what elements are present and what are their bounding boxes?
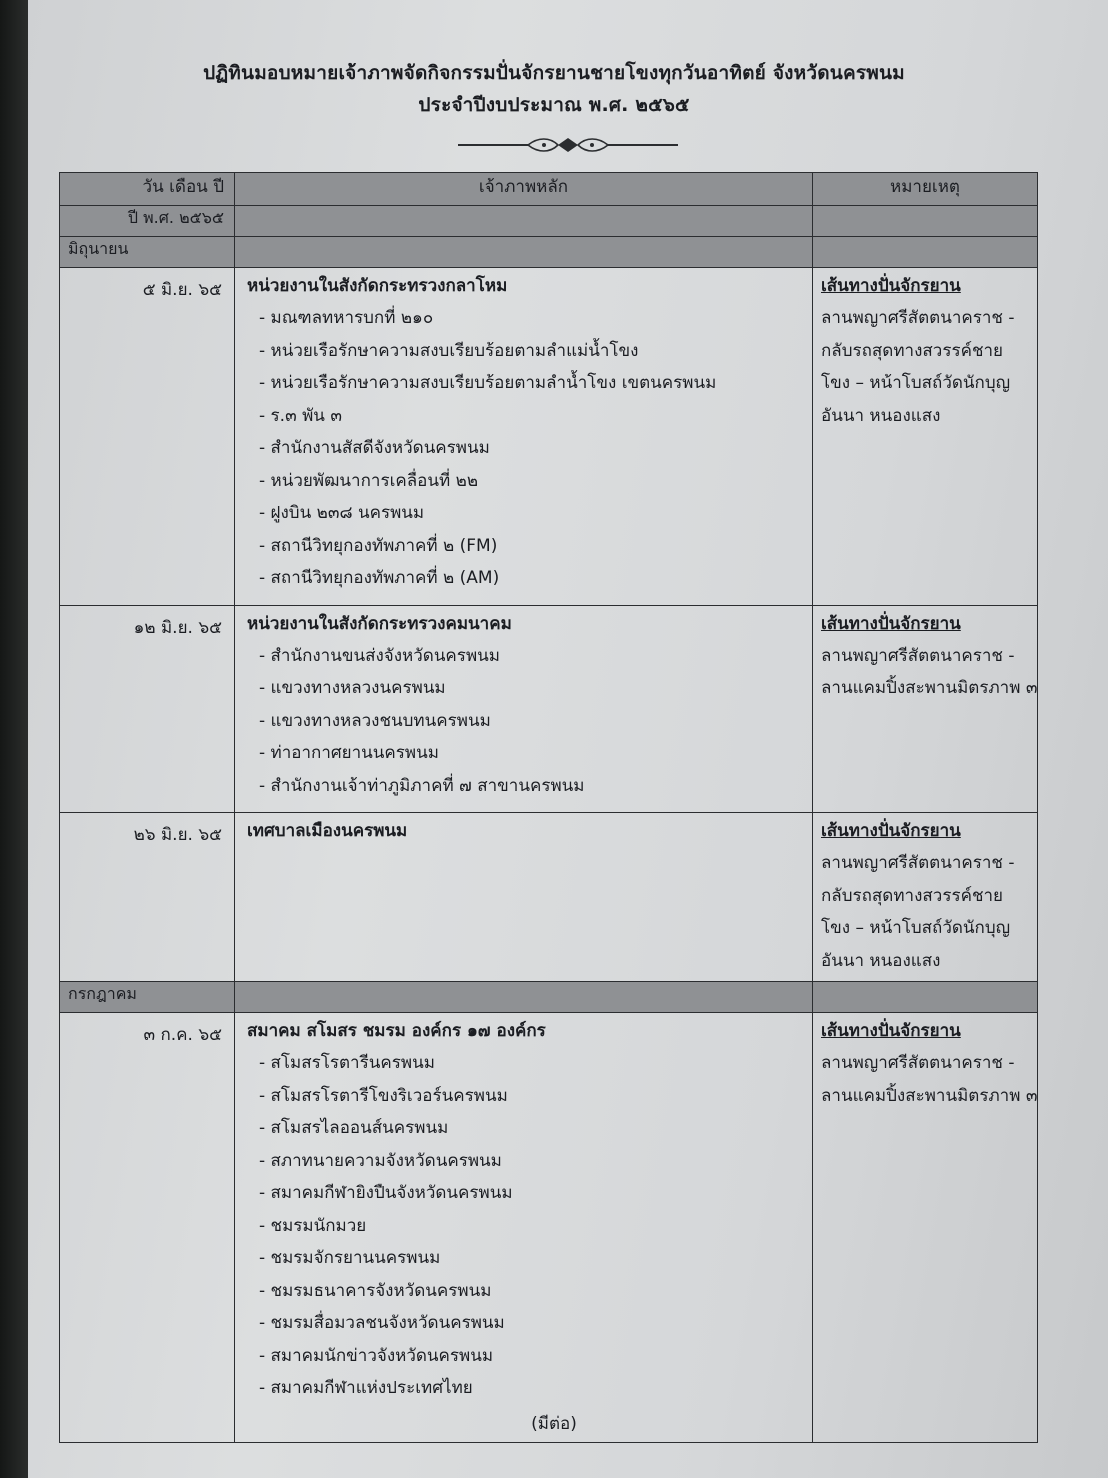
month-row-blank	[235, 237, 813, 268]
host-item: - สมาคมกีฬายิงปืนจังหวัดนครพนม	[259, 1183, 513, 1203]
route-line: โขง – หน้าโบสถ์วัดนักบุญ	[821, 918, 1011, 938]
route-heading: เส้นทางปั่นจักรยาน	[821, 276, 961, 296]
host-item: - แขวงทางหลวงชนบทนครพนม	[259, 710, 491, 731]
host-item: - ชมรมจักรยานนครพนม	[259, 1248, 441, 1268]
column-header-host: เจ้าภาพหลัก	[235, 173, 813, 206]
route-line: ลานแคมปิ้งสะพานมิตรภาพ ๓	[821, 1085, 1038, 1106]
schedule-row	[60, 605, 1038, 813]
column-header-note: หมายเหตุ	[813, 173, 1038, 206]
host-item: - ชมรมนักมวย	[259, 1215, 367, 1236]
month-row-blank	[813, 982, 1038, 1013]
route-heading: เส้นทางปั่นจักรยาน	[821, 821, 961, 841]
row-note-cell	[813, 268, 1038, 606]
month-label: กรกฎาคม	[60, 982, 235, 1013]
page-shadow-edge	[0, 0, 28, 1478]
route-heading: เส้นทางปั่นจักรยาน	[821, 1021, 961, 1041]
route-line: ลานพญาศรีสัตตนาคราช -	[821, 853, 1015, 873]
route-line: ลานพญาศรีสัตตนาคราช -	[821, 308, 1015, 328]
row-note-cell	[813, 813, 1038, 982]
month-row-blank	[813, 237, 1038, 268]
route-line: อันนา หนองแสง	[821, 950, 941, 971]
row-note-cell	[813, 1013, 1038, 1443]
host-item: - สภาทนายความจังหวัดนครพนม	[259, 1150, 502, 1171]
host-item: - สถานีวิทยุกองทัพภาคที่ ๒ (AM)	[259, 568, 500, 588]
row-host-cell	[235, 1013, 813, 1443]
host-name: สมาคม สโมสร ชมรม องค์กร ๑๗ องค์กร	[247, 1021, 546, 1041]
host-item: - สมาคมนักข่าวจังหวัดนครพนม	[259, 1345, 494, 1366]
host-item: - มณฑลทหารบกที่ ๒๑๐	[259, 308, 434, 328]
schedule-row	[60, 268, 1038, 606]
host-item: - ชมรมธนาคารจังหวัดนครพนม	[259, 1280, 492, 1301]
host-item: - ชมรมสื่อมวลชนจังหวัดนครพนม	[259, 1313, 505, 1333]
document-title: ปฏิทินมอบหมายเจ้าภาพจัดกิจกรรมปั่นจักรยานชายโขงทุกวันอาทิตย์ จังหวัดนครพนม	[203, 62, 905, 84]
month-row	[60, 982, 1038, 1013]
host-item: - สโมสรไลออนส์นครพนม	[259, 1118, 449, 1138]
host-item: - สถานีวิทยุกองทัพภาคที่ ๒ (FM)	[259, 535, 498, 556]
month-row-blank	[235, 982, 813, 1013]
host-item: - สำนักงานเจ้าท่าภูมิภาคที่ ๗ สาขานครพนม	[259, 775, 585, 796]
row-date: ๑๒ มิ.ย. ๖๕	[60, 605, 235, 813]
host-item: - ร.๓ พัน ๓	[259, 405, 342, 426]
row-date: ๕ มิ.ย. ๖๕	[60, 268, 235, 606]
schedule-row	[60, 813, 1038, 982]
host-item: - ฝูงบิน ๒๓๘ นครพนม	[259, 503, 425, 523]
host-item: - สมาคมกีฬาแห่งประเทศไทย	[259, 1378, 473, 1398]
host-item: - หน่วยเรือรักษาความสงบเรียบร้อยตามลำน้ำโขง เขตนครพนม	[259, 373, 717, 393]
host-item: - สโมสรโรตารีโขงริเวอร์นครพนม	[259, 1085, 508, 1106]
route-line: ลานแคมปิ้งสะพานมิตรภาพ ๓	[821, 678, 1038, 698]
route-line: กลับรถสุดทางสวรรค์ชาย	[821, 885, 1003, 906]
row-note-cell	[813, 605, 1038, 813]
route-line: โขง – หน้าโบสถ์วัดนักบุญ	[821, 373, 1011, 393]
host-item: - สำนักงานสัสดีจังหวัดนครพนม	[259, 438, 490, 458]
table-header-row	[60, 173, 1038, 206]
row-host-cell	[235, 268, 813, 606]
schedule-row	[60, 1013, 1038, 1443]
host-name: หน่วยงานในสังกัดกระทรวงกลาโหม	[247, 276, 508, 296]
document-subtitle: ประจำปีงบประมาณ พ.ศ. ๒๕๖๕	[418, 94, 690, 116]
row-host-cell	[235, 605, 813, 813]
column-header-date: วัน เดือน ปี	[60, 173, 235, 206]
year-row-blank	[235, 206, 813, 237]
row-host-cell	[235, 813, 813, 982]
host-name: หน่วยงานในสังกัดกระทรวงคมนาคม	[247, 613, 512, 634]
host-name: เทศบาลเมืองนครพนม	[247, 821, 408, 841]
route-line: กลับรถสุดทางสวรรค์ชาย	[821, 340, 1003, 361]
host-item: - หน่วยเรือรักษาความสงบเรียบร้อยตามลำแม่น้ำโขง	[259, 340, 639, 361]
month-label: มิถุนายน	[60, 237, 235, 268]
month-row	[60, 237, 1038, 268]
year-row-blank	[813, 206, 1038, 237]
row-date: ๒๖ มิ.ย. ๖๕	[60, 813, 235, 982]
continued-label: (มีต่อ)	[531, 1414, 577, 1434]
ornament-divider-icon	[458, 136, 678, 154]
row-date: ๓ ก.ค. ๖๕	[60, 1013, 235, 1443]
host-item: - หน่วยพัฒนาการเคลื่อนที่ ๒๒	[259, 470, 479, 491]
route-heading: เส้นทางปั่นจักรยาน	[821, 613, 961, 634]
year-row	[60, 206, 1038, 237]
host-item: - สำนักงานขนส่งจังหวัดนครพนม	[259, 645, 500, 666]
route-line: ลานพญาศรีสัตตนาคราช -	[821, 645, 1015, 666]
host-item: - ท่าอากาศยานนครพนม	[259, 743, 439, 763]
host-item: - สโมสรโรตารีนครพนม	[259, 1053, 435, 1073]
route-line: ลานพญาศรีสัตตนาคราช -	[821, 1053, 1015, 1073]
host-item: - แขวงทางหลวงนครพนม	[259, 678, 446, 698]
route-line: อันนา หนองแสง	[821, 405, 941, 426]
year-label: ปี พ.ศ. ๒๕๖๕	[60, 206, 235, 237]
schedule-table	[59, 172, 1038, 1443]
